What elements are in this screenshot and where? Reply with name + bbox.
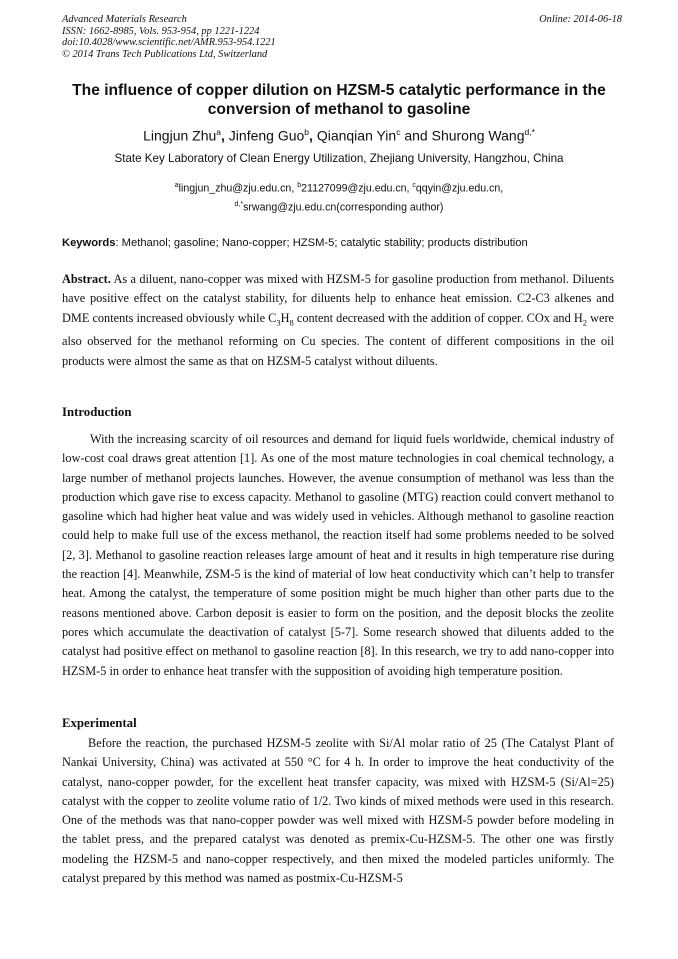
abstract-text: content decreased with the addition of copper. COx and H: [293, 310, 583, 325]
author-emails: [40, 178, 638, 216]
abstract-text: As a diluent, nano-copper was mixed with HZSM-5 for gasoline production from methanol. Diluents have positive effect on the catalyst stability, for diluents help to enhance heat emission. C2-C3 alkenes and DME contents increased obviously while C: [62, 272, 614, 325]
author-separator: ,: [221, 127, 229, 144]
author-sup: c: [396, 127, 401, 137]
keywords-label: Keywords: [62, 237, 116, 249]
abstract-subscript: 3: [276, 317, 281, 328]
keywords-text: : Methanol; gasoline; Nano-copper; HZSM-5; catalytic stability; products distribution: [115, 237, 528, 249]
author-sup: b: [304, 127, 310, 137]
email-link[interactable]: 21127099@zju.edu.cn,: [301, 182, 413, 195]
abstract-text: were also observed for the methanol reforming on Cu species. The content of different compositions in the oil products were almost the same as that on HZSM-5 catalyst without diluents.: [62, 310, 614, 368]
author-name: Qianqian Yin: [316, 127, 397, 144]
abstract: [62, 270, 614, 371]
journal-name: Advanced Materials Research: [62, 14, 187, 25]
journal-header: [62, 14, 622, 60]
author-name: Lingjun Zhu: [143, 127, 217, 144]
experimental-body: Before the reaction, the purchased HZSM-5 zeolite with Si/Al molar ratio of 25 (The Catalyst Plant of Nankai University, China) was activated at 550 °C for 4 h. In order to improve the heat conductivity of the catalyst, nano-copper powder, for the excellent heat transfer capacity, was mixed with HZSM-5 (Si/Al=25) catalyst with the copper to zeolite volume ratio of 1/2. Two kinds of mixed methods were used in this research. One of the methods was that nano-copper powder was well mixed with HZSM-5 powder before modeling in the tablet press, and the prepared catalyst was denoted as premix-Cu-HZSM-5. The other one was firstly modeling the HZSM-5 and nano-copper respectively, and then mixed the modeled particles uniformly. The catalyst prepared by this method was named as postmix-Cu-HZSM-5: [62, 736, 614, 886]
abstract-subscript: 8: [289, 317, 294, 328]
email-sup: c: [412, 182, 416, 189]
author-list: [40, 123, 638, 145]
paper-title: The influence of copper dilution on HZSM-5 catalytic performance in the conversion of methanol to gasoline: [72, 82, 606, 118]
introduction-body: With the increasing scarcity of oil resources and demand for liquid fuels worldwide, chemical industry of low-cost coal draws great attention [1]. As one of the most mature technologies in coal chemical technology, a large number of methanol projects launches. However, the avenue consumption of methanol was less than the production which gave rise to excess capacity. Methanol to gasoline (MTG) reaction could convert methanol to gasoline which had higher heat value and was widely used in vehicles. Although methanol to gasoline reaction could help to make full use of the excess methanol, the reaction itself had some problems needed to be solved [2, 3]. Methanol to gasoline reaction releases large amount of heat and it results in high temperature rise during the reaction [4]. Meanwhile, ZSM-5 is the kind of material of low heat conductivity which can’t help to transfer heat. Among the catalyst, the temperature of some position might be much higher than other parts due to the reasons mentioned above. Carbon deposit is easier to form on the position, and the deposit blocks the zeolite pores which accumulate the deactivation of catalyst [5-7]. Some research showed that diluents added to the catalyst had positive effect on methanol to gasoline reaction [8]. In this research, we try to add nano-copper into HZSM-5 in order to enhance heat transfer with the supposition of avoiding high temperature position.: [62, 432, 614, 678]
introduction-heading: Introduction: [62, 405, 132, 419]
email-line-2: [40, 197, 638, 216]
journal-doi: doi:10.4028/www.scientific.net/AMR.953-954.1221: [62, 37, 276, 49]
email-line-1: [40, 178, 638, 197]
author-name: Jinfeng Guo: [228, 127, 305, 144]
keywords: [62, 236, 618, 251]
experimental-heading: Experimental: [62, 716, 137, 730]
email-sup: a: [174, 182, 179, 189]
email-link[interactable]: srwang@zju.edu.cn(corresponding author): [243, 201, 444, 214]
online-date: Online: 2014-06-18: [539, 14, 622, 25]
affiliation: State Key Laboratory of Clean Energy Utilization, Zhejiang University, Hangzhou, China: [114, 152, 564, 165]
email-sup: b: [297, 182, 302, 189]
email-sup: d,*: [234, 201, 244, 209]
journal-copyright: © 2014 Trans Tech Publications Ltd, Switzerland: [62, 48, 268, 60]
abstract-label: Abstract.: [62, 272, 111, 286]
email-link[interactable]: qqyin@zju.edu.cn,: [415, 182, 504, 195]
abstract-subscript: 2: [582, 317, 587, 328]
author-sup: a: [216, 127, 222, 137]
email-link[interactable]: lingjun_zhu@zju.edu.cn,: [178, 182, 298, 195]
abstract-text: H: [280, 310, 290, 325]
author-and: and: [400, 127, 432, 144]
journal-issn: ISSN: 1662-8985, Vols. 953-954, pp 1221-1224: [62, 25, 260, 37]
author-sup: d,*: [524, 127, 535, 137]
author-separator: ,: [309, 127, 317, 144]
author-name: Shurong Wang: [431, 127, 525, 144]
